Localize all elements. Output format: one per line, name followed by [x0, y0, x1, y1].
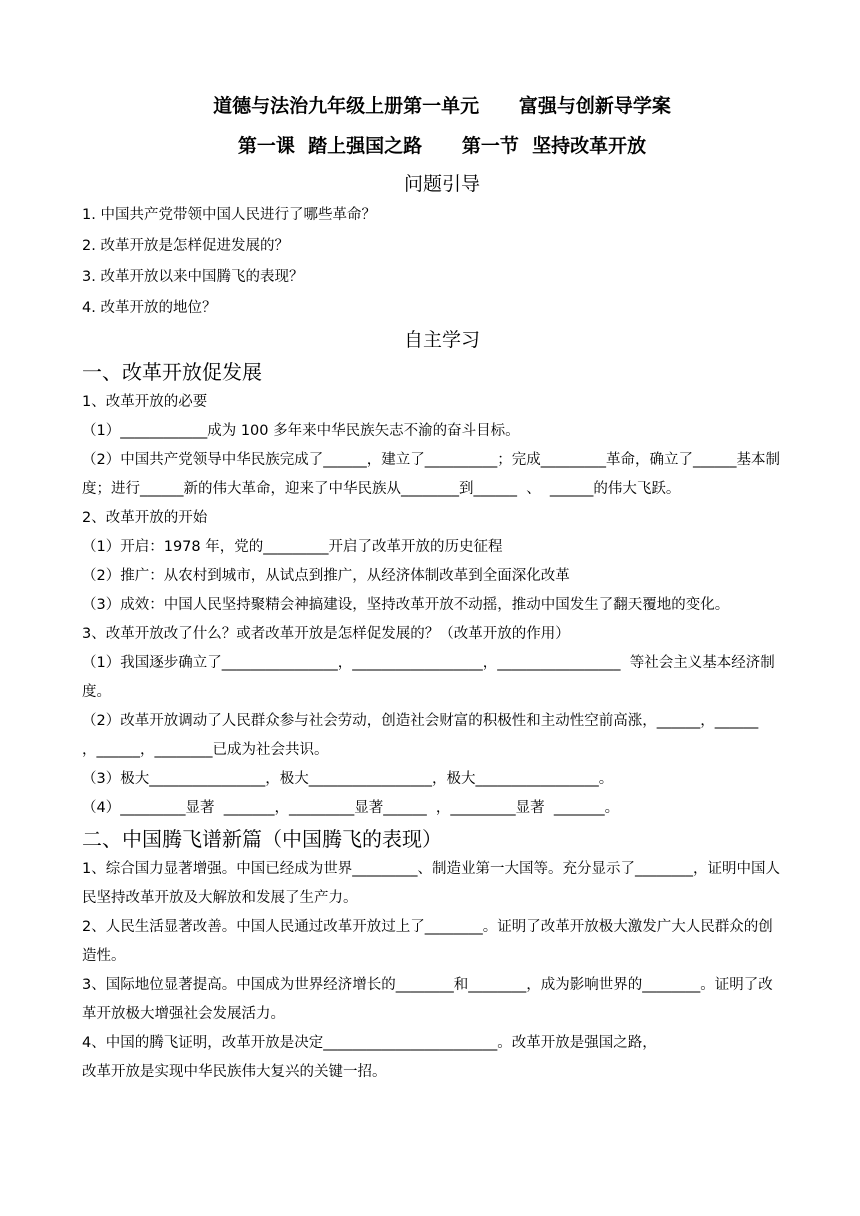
lesson-subtitle: 第一课 踏上强国之路 第一节 坚持改革开放 — [237, 135, 647, 157]
part1-line: （1）开启：1978 年，党的_________开启了改革开放的历史征程 — [82, 539, 503, 555]
guide-heading: 问题引导 — [403, 173, 480, 195]
part1-line: （3）极大________________，极大_________________，极大_________________。 — [82, 771, 614, 787]
guide-question: 1. 中国共产党带领中国人民进行了哪些革命？ — [82, 207, 376, 223]
part1-heading: 一、改革开放促发展 — [82, 360, 262, 384]
part1-line: 2、改革开放的开始 — [82, 510, 208, 526]
study-heading: 自主学习 — [403, 329, 480, 351]
part2-line: 改革开放是实现中华民族伟大复兴的关键一招。 — [82, 1064, 387, 1080]
part1-line: （3）成效：中国人民坚持聚精会神搞建设，坚持改革开放不动摇，推动中国发生了翻天覆地的变化。 — [82, 597, 730, 613]
part1-line: 1、改革开放的必要 — [82, 394, 208, 410]
part1-line: 3、改革开放改了什么？或者改革开放是怎样促发展的？（改革开放的作用） — [82, 626, 570, 642]
part2-line: 2、人民生活显著改善。中国人民通过改革开放过上了________。证明了改革开放极大激发广大人民群众的创造性。 — [82, 919, 773, 964]
part2-line: 4、中国的腾飞证明，改革开放是决定________________________。改革开放是强国之路， — [82, 1035, 657, 1051]
part1-line: （2）改革开放调动了人民群众参与社会劳动，创造社会财富的积极性和主动性空前高涨，______，______ ，______，________已成为社会共识。 — [82, 713, 773, 758]
guide-question: 4. 改革开放的地位？ — [82, 300, 217, 316]
part1-line: （2）推广：从农村到城市，从试点到推广，从经济体制改革到全面深化改革 — [82, 568, 570, 584]
part1-line: （2）中国共产党领导中华民族完成了______，建立了__________；完成_________革命，确立了______基本制度；进行______新的伟大革命，迎来了中华民族从________到______ 、 ______的伟大飞跃。 — [82, 452, 780, 497]
part2-heading: 二、中国腾飞谱新篇（中国腾飞的表现） — [82, 827, 442, 851]
part1-line: （1）____________成为 100 多年来中华民族矢志不渝的奋斗目标。 — [82, 423, 520, 439]
worksheet-page — [82, 88, 782, 1087]
guide-question: 2. 改革开放是怎样促进发展的？ — [82, 238, 289, 254]
part1-line: （4）_________显著 _______，_________显著______ ，_________显著 _______。 — [82, 800, 620, 816]
page-title: 道德与法治九年级上册第一单元 富强与创新导学案 — [213, 95, 671, 117]
part1-line: （1）我国逐步确立了________________，__________________，_________________ 等社会主义基本经济制度。 — [82, 655, 775, 700]
part2-line: 1、综合国力显著增强。中国已经成为世界_________、制造业第一大国等。充分显示了________，证明中国人民坚持改革开放及大解放和发展了生产力。 — [82, 861, 780, 906]
guide-question: 3. 改革开放以来中国腾飞的表现？ — [82, 269, 304, 285]
part2-line: 3、国际地位显著提高。中国成为世界经济增长的________和________，成为影响世界的________。证明了改革开放极大增强社会发展活力。 — [82, 977, 773, 1022]
